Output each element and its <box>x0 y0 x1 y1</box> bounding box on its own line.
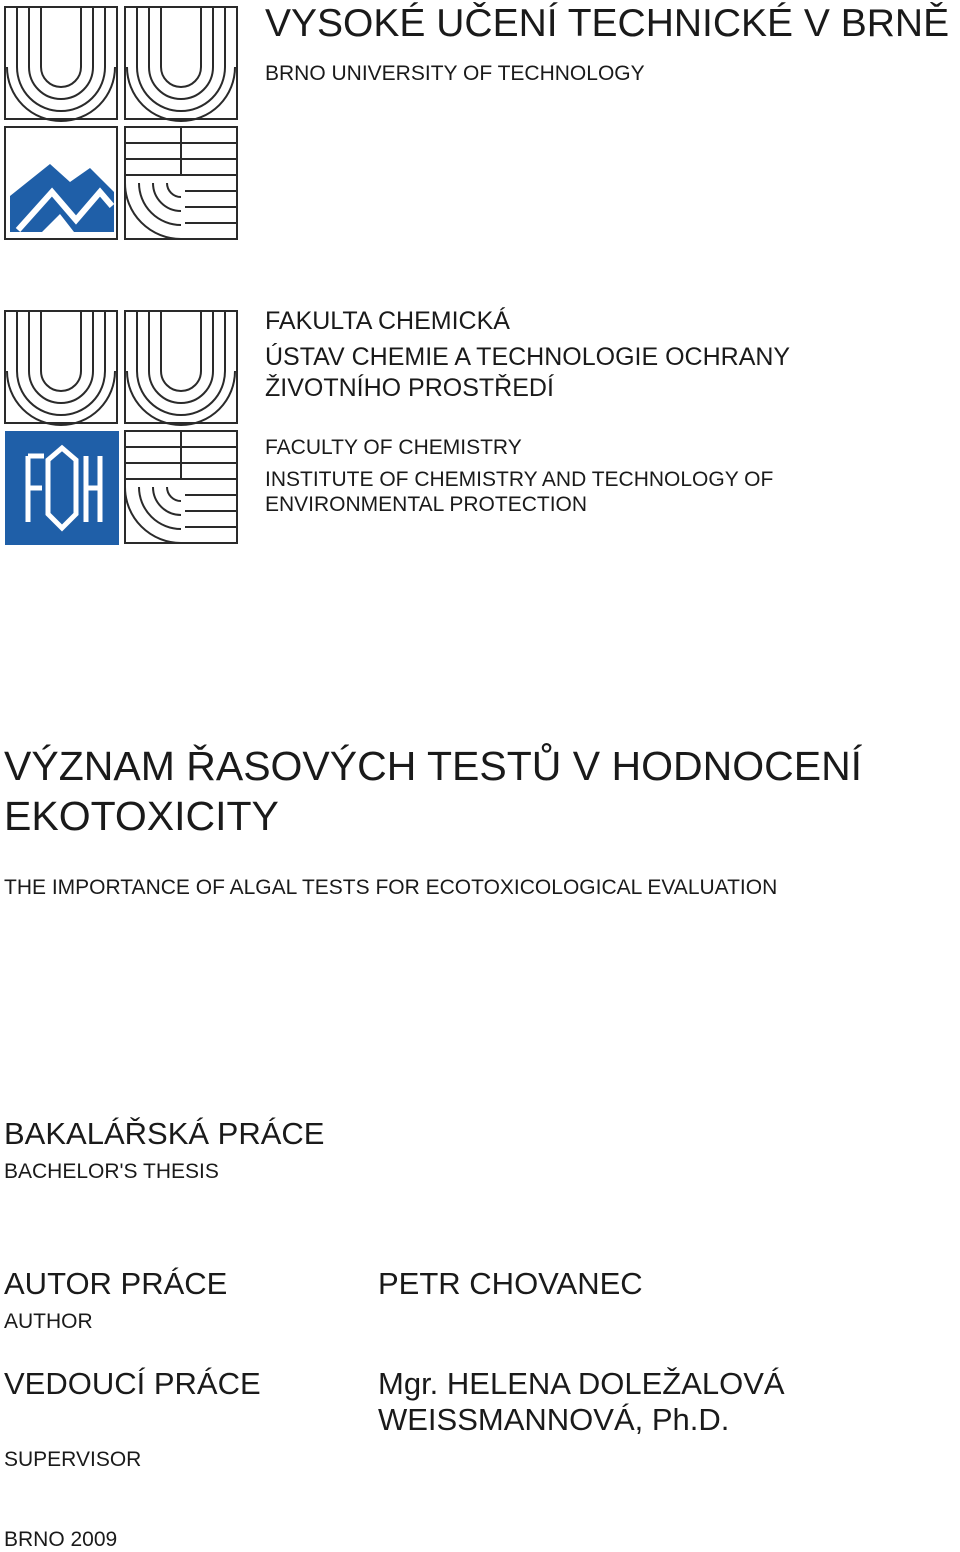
institute-name-cz-line-2: ŽIVOTNÍHO PROSTŘEDÍ <box>265 374 554 402</box>
institute-name-en <box>265 467 773 517</box>
institute-name-cz-line-1: ÚSTAV CHEMIE A TECHNOLOGIE OCHRANY <box>265 343 791 371</box>
supervisor-name-line-2: WEISSMANNOVÁ, Ph.D. <box>378 1402 730 1437</box>
author-name: PETR CHOVANEC <box>378 1266 643 1301</box>
supervisor-label-en: SUPERVISOR <box>4 1448 142 1471</box>
thesis-title-cz-line-1: VÝZNAM ŘASOVÝCH TESTŮ V HODNOCENÍ <box>4 743 863 789</box>
thesis-type-cz: BAKALÁŘSKÁ PRÁCE <box>4 1116 325 1151</box>
thesis-title-cz <box>4 741 862 841</box>
supervisor-name <box>378 1366 785 1438</box>
fch-logo-icon <box>4 310 240 546</box>
institute-name-en-line-1: INSTITUTE OF CHEMISTRY AND TECHNOLOGY OF <box>265 468 774 491</box>
vut-brno-logo-icon <box>4 6 240 242</box>
faculty-name-en: FACULTY OF CHEMISTRY <box>265 436 522 459</box>
institute-name-en-line-2: ENVIRONMENTAL PROTECTION <box>265 493 588 516</box>
author-label-cz: AUTOR PRÁCE <box>4 1266 228 1301</box>
institute-name-cz <box>265 342 790 404</box>
thesis-type-en: BACHELOR'S THESIS <box>4 1160 219 1183</box>
faculty-name-cz: FAKULTA CHEMICKÁ <box>265 307 510 335</box>
supervisor-name-line-1: Mgr. HELENA DOLEŽALOVÁ <box>378 1366 785 1401</box>
university-name-cz: VYSOKÉ UČENÍ TECHNICKÉ V BRNĚ <box>265 2 950 45</box>
supervisor-label-cz: VEDOUCÍ PRÁCE <box>4 1366 261 1401</box>
author-label-en: AUTHOR <box>4 1310 93 1333</box>
thesis-title-en: THE IMPORTANCE OF ALGAL TESTS FOR ECOTOXICOLOGICAL EVALUATION <box>4 876 778 899</box>
place-year: BRNO 2009 <box>4 1528 118 1551</box>
university-name-en: BRNO UNIVERSITY OF TECHNOLOGY <box>265 62 645 85</box>
thesis-title-cz-line-2: EKOTOXICITY <box>4 793 279 839</box>
